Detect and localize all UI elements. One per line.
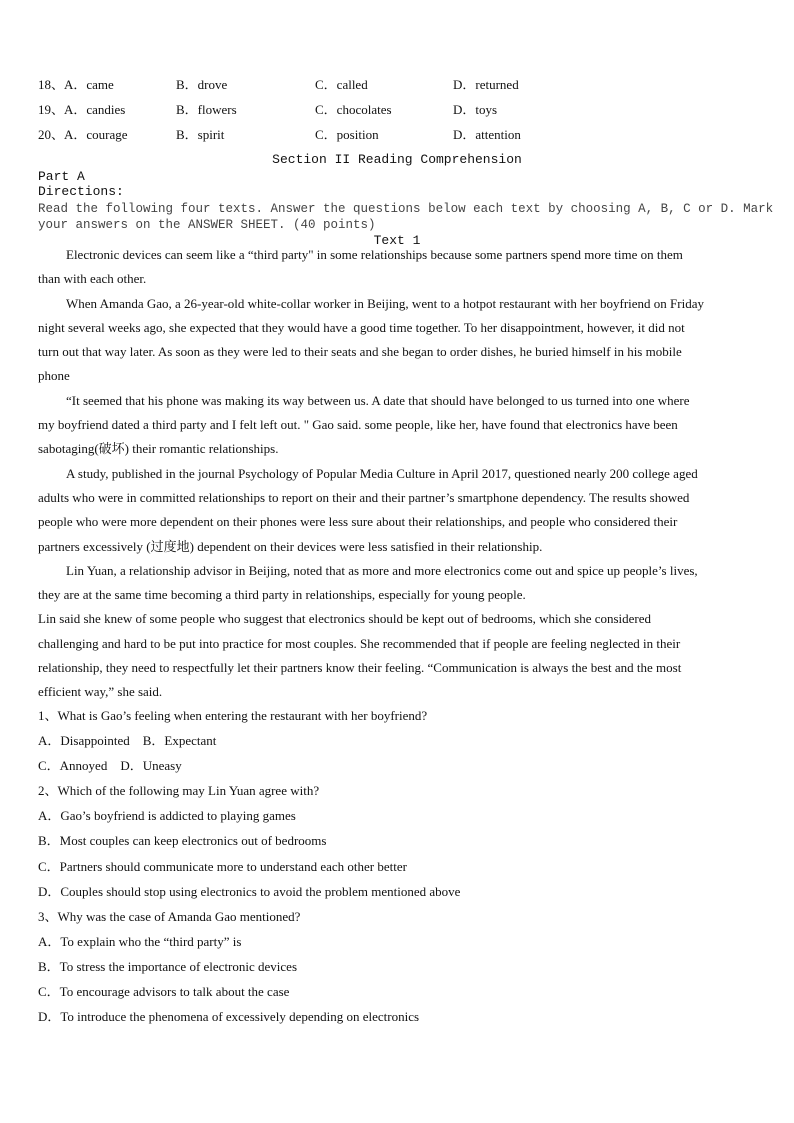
option-a: 19、A．candies bbox=[38, 102, 126, 117]
answer-option: C．Partners should communicate more to understand each other better bbox=[38, 858, 407, 874]
question-stem: 1、What is Gao’s feeling when entering the restaurant with her boyfriend? bbox=[38, 708, 428, 723]
passage-line: night several weeks ago, she expected that they would have a good time together. To her disappointment, however, it did not bbox=[38, 319, 685, 335]
option-b: B．spirit bbox=[176, 127, 225, 142]
directions-line: your answers on the ANSWER SHEET. (40 points) bbox=[38, 218, 376, 232]
passage-line: turn out that way later. As soon as they were led to their seats and she began to order dishes, he buried himself in his mobile bbox=[38, 344, 682, 360]
question-stem: 2、Which of the following may Lin Yuan agree with? bbox=[38, 783, 320, 799]
passage-line: A study, published in the journal Psychology of Popular Media Culture in April 2017, questioned nearly 200 college aged bbox=[66, 465, 698, 481]
option-b: B．drove bbox=[176, 77, 228, 92]
passage-line: relationship, they need to respectfully let their partners know their feeling. “Communication is always the best and the most bbox=[38, 660, 682, 676]
passage-line: they are at the same time becoming a third party in relationships, especially for young people. bbox=[38, 587, 526, 603]
option-a: 20、A．courage bbox=[38, 127, 128, 142]
option-c: C．chocolates bbox=[315, 102, 392, 117]
answer-option: D．Couples should stop using electronics to avoid the problem mentioned above bbox=[38, 883, 461, 899]
passage-line: “It seemed that his phone was making its way between us. A date that should have belonged to us turned into one where bbox=[66, 392, 690, 408]
passage-line: partners excessively (过度地) dependent on their devices were less satisfied in their relationship. bbox=[38, 538, 543, 554]
option-a: 18、A．came bbox=[38, 77, 114, 92]
option-d: D．returned bbox=[453, 77, 519, 92]
option-row bbox=[38, 126, 638, 151]
passage-line: sabotaging(破坏) their romantic relationships. bbox=[38, 441, 279, 457]
option-d: D．toys bbox=[453, 102, 498, 117]
options-block bbox=[38, 76, 638, 151]
passage-line: Electronic devices can seem like a “third party" in some relationships because some partners spend more time on them bbox=[66, 247, 683, 262]
option-b: B．flowers bbox=[176, 102, 237, 117]
question-stem: 3、Why was the case of Amanda Gao mentioned? bbox=[38, 908, 301, 924]
answer-option: A．Disappointed B．Expectant bbox=[38, 733, 217, 749]
questions bbox=[38, 707, 460, 1033]
answer-option: A．Gao’s boyfriend is addicted to playing games bbox=[38, 808, 296, 824]
passage-line: adults who were in committed relationships to report on their and their partner’s smartphone dependency. The results showed bbox=[38, 489, 690, 505]
answer-option: D．To introduce the phenomena of excessively depending on electronics bbox=[38, 1009, 420, 1025]
answer-option: C．To encourage advisors to talk about the case bbox=[38, 984, 290, 1000]
directions-line: Read the following four texts. Answer the questions below each text by choosing A, B, C or D. Mark bbox=[38, 202, 774, 216]
passage-line: phone bbox=[38, 368, 70, 384]
directions-text bbox=[38, 201, 773, 233]
answer-option: B．Most couples can keep electronics out of bedrooms bbox=[38, 833, 327, 849]
text-title: Text 1 bbox=[373, 233, 421, 248]
section-title: Section II Reading Comprehension bbox=[272, 152, 522, 167]
passage-line: Lin said she knew of some people who suggest that electronics should be kept out of bedrooms, which she considered bbox=[38, 611, 652, 627]
passage-line: challenging and hard to be put into practice for most couples. She recommended that if people are feeling neglected in their bbox=[38, 635, 681, 651]
answer-option: C．Annoyed D．Uneasy bbox=[38, 758, 182, 774]
answer-option: B．To stress the importance of electronic devices bbox=[38, 958, 298, 974]
option-c: C．position bbox=[315, 127, 379, 142]
option-d: D．attention bbox=[453, 127, 521, 142]
option-c: C．called bbox=[315, 77, 368, 92]
passage bbox=[38, 246, 758, 708]
passage-line: efficient way,” she said. bbox=[38, 684, 163, 700]
directions-label: Directions: bbox=[38, 184, 124, 199]
passage-line: When Amanda Gao, a 26-year-old white-collar worker in Beijing, went to a hotpot restaurant with her boyfriend on Friday bbox=[66, 295, 704, 311]
passage-line: people who were more dependent on their phones were less sure about their relationships, and people who considered their bbox=[38, 514, 678, 530]
passage-line: than with each other. bbox=[38, 271, 147, 287]
answer-option: A．To explain who the “third party” is bbox=[38, 933, 242, 949]
part-heading: Part A bbox=[38, 169, 85, 184]
passage-line: my boyfriend dated a third party and I felt left out. " Gao said. some people, like her, have found that electronics have been bbox=[38, 417, 678, 433]
passage-line: Lin Yuan, a relationship advisor in Beijing, noted that as more and more electronics come out and spice up people’s lives, bbox=[66, 562, 698, 578]
option-row bbox=[38, 101, 638, 126]
option-row bbox=[38, 76, 638, 101]
